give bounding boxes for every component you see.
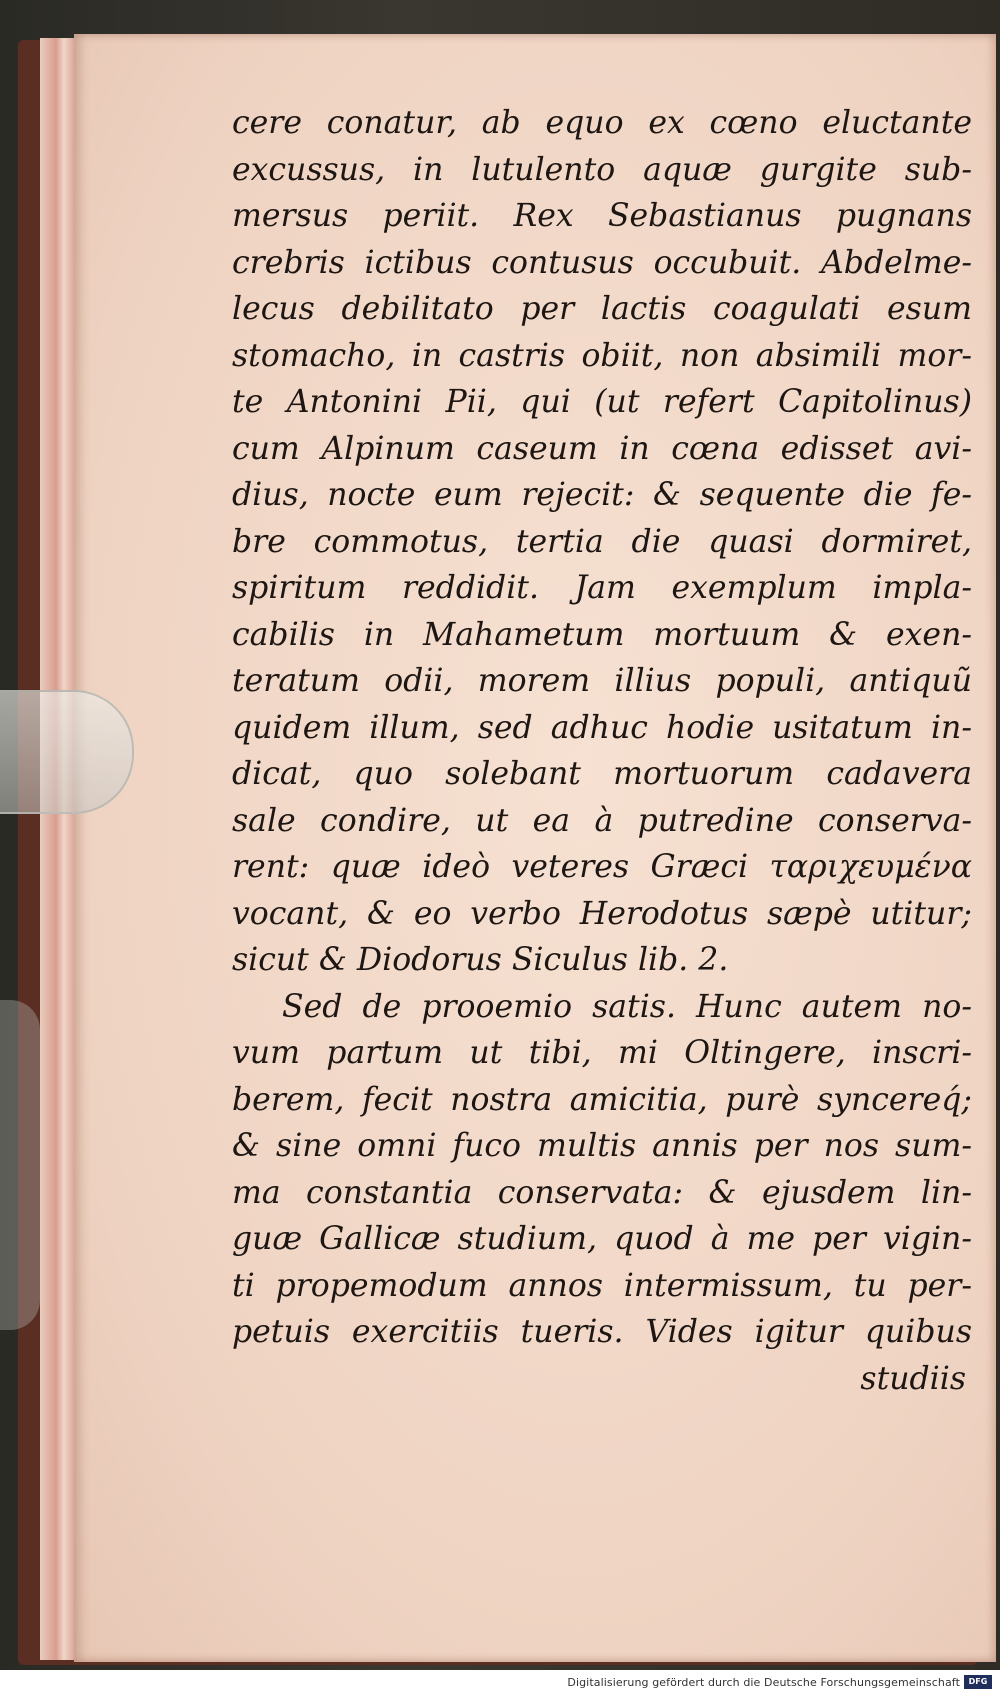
- text-line: dicat, quo solebant mortuorum cadavera: [232, 756, 972, 792]
- page-text: [232, 100, 972, 1402]
- text-line: & sine omni fuco multis annis per nos sum-: [232, 1128, 972, 1164]
- page-clip: [0, 690, 134, 814]
- text-line: ma constantia conservata: & ejusdem lin-: [232, 1174, 972, 1211]
- text-line: ti propemodum annos intermissum, tu per-: [232, 1267, 972, 1304]
- page-clip-shadow: [0, 1000, 40, 1330]
- text-line: stomacho, in castris obiit, non absimili mor-: [232, 337, 972, 374]
- text-line: guæ Gallicæ studium, quod à me per vigin-: [232, 1221, 972, 1257]
- dfg-logo-icon: DFG: [964, 1675, 992, 1689]
- text-line: quidem illum, sed adhuc hodie usitatum in-: [232, 709, 972, 746]
- text-line: sale condire, ut ea à putredine conserva-: [232, 802, 972, 839]
- footer-bar: [0, 1670, 1000, 1695]
- text-line: te Antonini Pii, qui (ut refert Capitolinus): [232, 384, 972, 420]
- text-line: petuis exercitiis tueris. Vides igitur quibus: [232, 1314, 972, 1350]
- text-line: cere conatur, ab equo ex cœno eluctante: [232, 105, 972, 141]
- text-line: Sed de prooemio satis. Hunc autem no-: [282, 988, 972, 1025]
- text-line: crebris ictibus contusus occubuit. Abdelme-: [232, 244, 972, 281]
- text-line: bre commotus, tertia die quasi dormiret,: [232, 523, 972, 560]
- text-line: vocant, & eo verbo Herodotus sæpè utitur;: [232, 895, 972, 932]
- catchword: studiis: [860, 1360, 966, 1397]
- text-line: spiritum reddidit. Jam exemplum impla-: [232, 570, 972, 606]
- text-line: rent: quæ ideò veteres Græci ταριχευμένα: [232, 849, 972, 885]
- funding-credit: Digitalisierung gefördert durch die Deutsche Forschungsgemeinschaft: [567, 1676, 960, 1689]
- text-line: excussus, in lutulento aquæ gurgite sub-: [232, 151, 972, 188]
- text-line: dius, nocte eum rejecit: & sequente die fe-: [232, 477, 972, 513]
- text-line: teratum odii, morem illius populi, antiquũ: [232, 663, 972, 699]
- text-line: sicut & Diodorus Siculus lib. 2.: [232, 942, 729, 978]
- text-line: vum partum ut tibi, mi Oltingere, inscri-: [232, 1035, 972, 1071]
- text-line: cabilis in Mahametum mortuum & exen-: [232, 616, 972, 653]
- text-line: berem, fecit nostra amicitia, purè syncereq́;: [232, 1081, 972, 1118]
- text-line: mersus periit. Rex Sebastianus pugnans: [232, 198, 972, 234]
- text-line: lecus debilitato per lactis coagulati esum: [232, 291, 972, 327]
- text-line: cum Alpinum caseum in cœna edisset avi-: [232, 430, 972, 467]
